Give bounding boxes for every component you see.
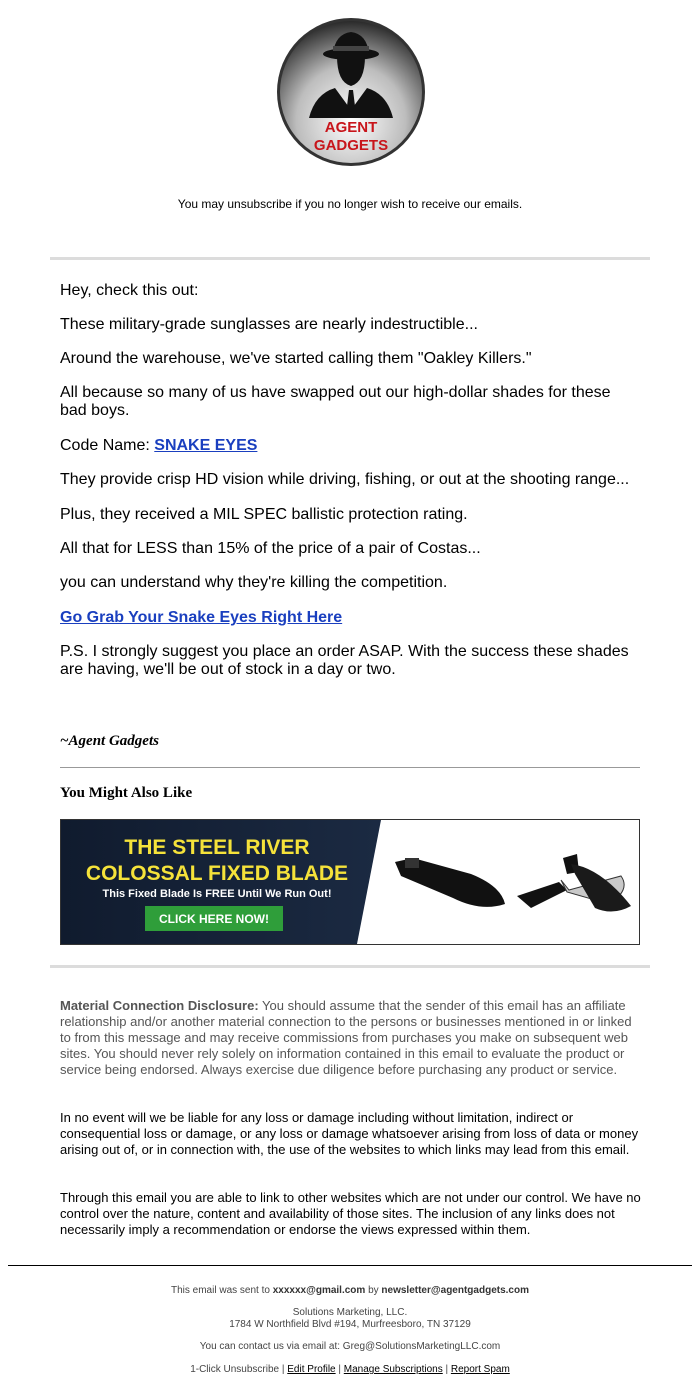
signature: ~Agent Gadgets bbox=[60, 733, 159, 749]
ps-paragraph: P.S. I strongly suggest you place an order ASAP. With the success these shades are having, we'll be out of stock in a day or two. bbox=[60, 643, 629, 678]
knife-icon bbox=[517, 854, 631, 912]
message-line-7: Plus, they received a MIL SPEC ballistic protection rating. bbox=[60, 506, 468, 523]
code-name-label: Code Name: bbox=[60, 437, 155, 454]
divider-top bbox=[50, 257, 650, 260]
report-spam-link[interactable]: Report Spam bbox=[450, 1364, 510, 1375]
message-line-2: These military-grade sunglasses are nearly indestructible... bbox=[60, 316, 478, 333]
message-line-3: Around the warehouse, we've started calling them "Oakley Killers." bbox=[60, 350, 532, 367]
edit-profile-link[interactable]: Edit Profile bbox=[287, 1364, 336, 1375]
banner-cta-label: CLICK HERE NOW! bbox=[159, 912, 269, 926]
company-address: 1784 W Northfield Blvd #194, Murfreesboro, TN 37129 bbox=[229, 1319, 471, 1330]
banner-line-1: THE STEEL RIVER bbox=[124, 836, 310, 859]
disclosure-paragraph bbox=[60, 998, 645, 1078]
sent-to-line bbox=[0, 1285, 700, 1297]
steel-river-banner[interactable] bbox=[60, 819, 640, 945]
unsubscribe-note: You may unsubscribe if you no longer wish to receive our emails. bbox=[177, 197, 523, 211]
divider-footer bbox=[8, 1265, 692, 1266]
separator: | bbox=[279, 1364, 288, 1375]
agent-gadgets-logo[interactable] bbox=[275, 16, 427, 168]
cta-line bbox=[60, 609, 640, 627]
knife-sheath-icon bbox=[395, 858, 505, 907]
separator: | bbox=[335, 1364, 344, 1375]
message-line-1: Hey, check this out: bbox=[60, 282, 199, 299]
divider-signature bbox=[60, 767, 640, 768]
banner-line-3: This Fixed Blade Is FREE Until We Run Out! bbox=[102, 888, 332, 900]
grab-snake-eyes-link[interactable]: Go Grab Your Snake Eyes Right Here bbox=[60, 609, 343, 626]
liability-paragraph: In no event will we be liable for any loss or damage including without limitation, indirect or consequential loss or damage, or any loss or damage whatsoever arising from loss of data or money arising out of, or in connection with, the use of the websites to which links may lead from this email. bbox=[60, 1110, 639, 1157]
sent-by: by bbox=[365, 1285, 382, 1296]
message-line-8: All that for LESS than 15% of the price of a pair of Costas... bbox=[60, 540, 481, 557]
external-links-paragraph: Through this email you are able to link to other websites which are not under our control. We have no control over the nature, content and availability of those sites. The inclusion of any links does not necessarily imply a recommendation or endorse the views expressed within them. bbox=[60, 1190, 641, 1237]
banner-line-2: COLOSSAL FIXED BLADE bbox=[85, 862, 349, 885]
message-line-4: All because so many of us have swapped out our high-dollar shades for these bad boys. bbox=[60, 384, 611, 419]
logo-text-gadgets: GADGETS bbox=[313, 137, 389, 154]
divider-disclosure bbox=[50, 965, 650, 968]
contact-line: You can contact us via email at: Greg@SolutionsMarketingLLC.com bbox=[199, 1341, 501, 1352]
separator: | bbox=[442, 1364, 451, 1375]
recipient-email: xxxxxx@gmail.com bbox=[272, 1285, 366, 1296]
message-line-9: you can understand why they're killing the competition. bbox=[60, 574, 448, 591]
one-click-unsubscribe[interactable]: 1-Click Unsubscribe bbox=[190, 1364, 280, 1375]
code-name-line bbox=[60, 437, 640, 455]
manage-subscriptions-link[interactable]: Manage Subscriptions bbox=[343, 1364, 443, 1375]
disclosure-label: Material Connection Disclosure: bbox=[60, 998, 259, 1013]
also-like-heading: You Might Also Like bbox=[60, 785, 193, 801]
sent-prefix: This email was sent to bbox=[171, 1285, 273, 1296]
company-name: Solutions Marketing, LLC. bbox=[292, 1307, 408, 1318]
message-line-6: They provide crisp HD vision while driving, fishing, or out at the shooting range... bbox=[60, 471, 630, 488]
disclosure-text: You should assume that the sender of this email has an affiliate relationship and/or another material connection to the persons or businesses mentioned in or linked to from this message and may receive commissions from purchases you make on subsequent web sites. You should never rely solely on information contained in this email to evaluate the product or service being endorsed. Always exercise due diligence before purchasing any product or service. bbox=[60, 998, 632, 1077]
logo-text-agent: AGENT bbox=[324, 119, 378, 136]
sender-email: newsletter@agentgadgets.com bbox=[381, 1285, 529, 1296]
footer-links bbox=[0, 1364, 700, 1376]
snake-eyes-link[interactable]: SNAKE EYES bbox=[154, 437, 258, 454]
